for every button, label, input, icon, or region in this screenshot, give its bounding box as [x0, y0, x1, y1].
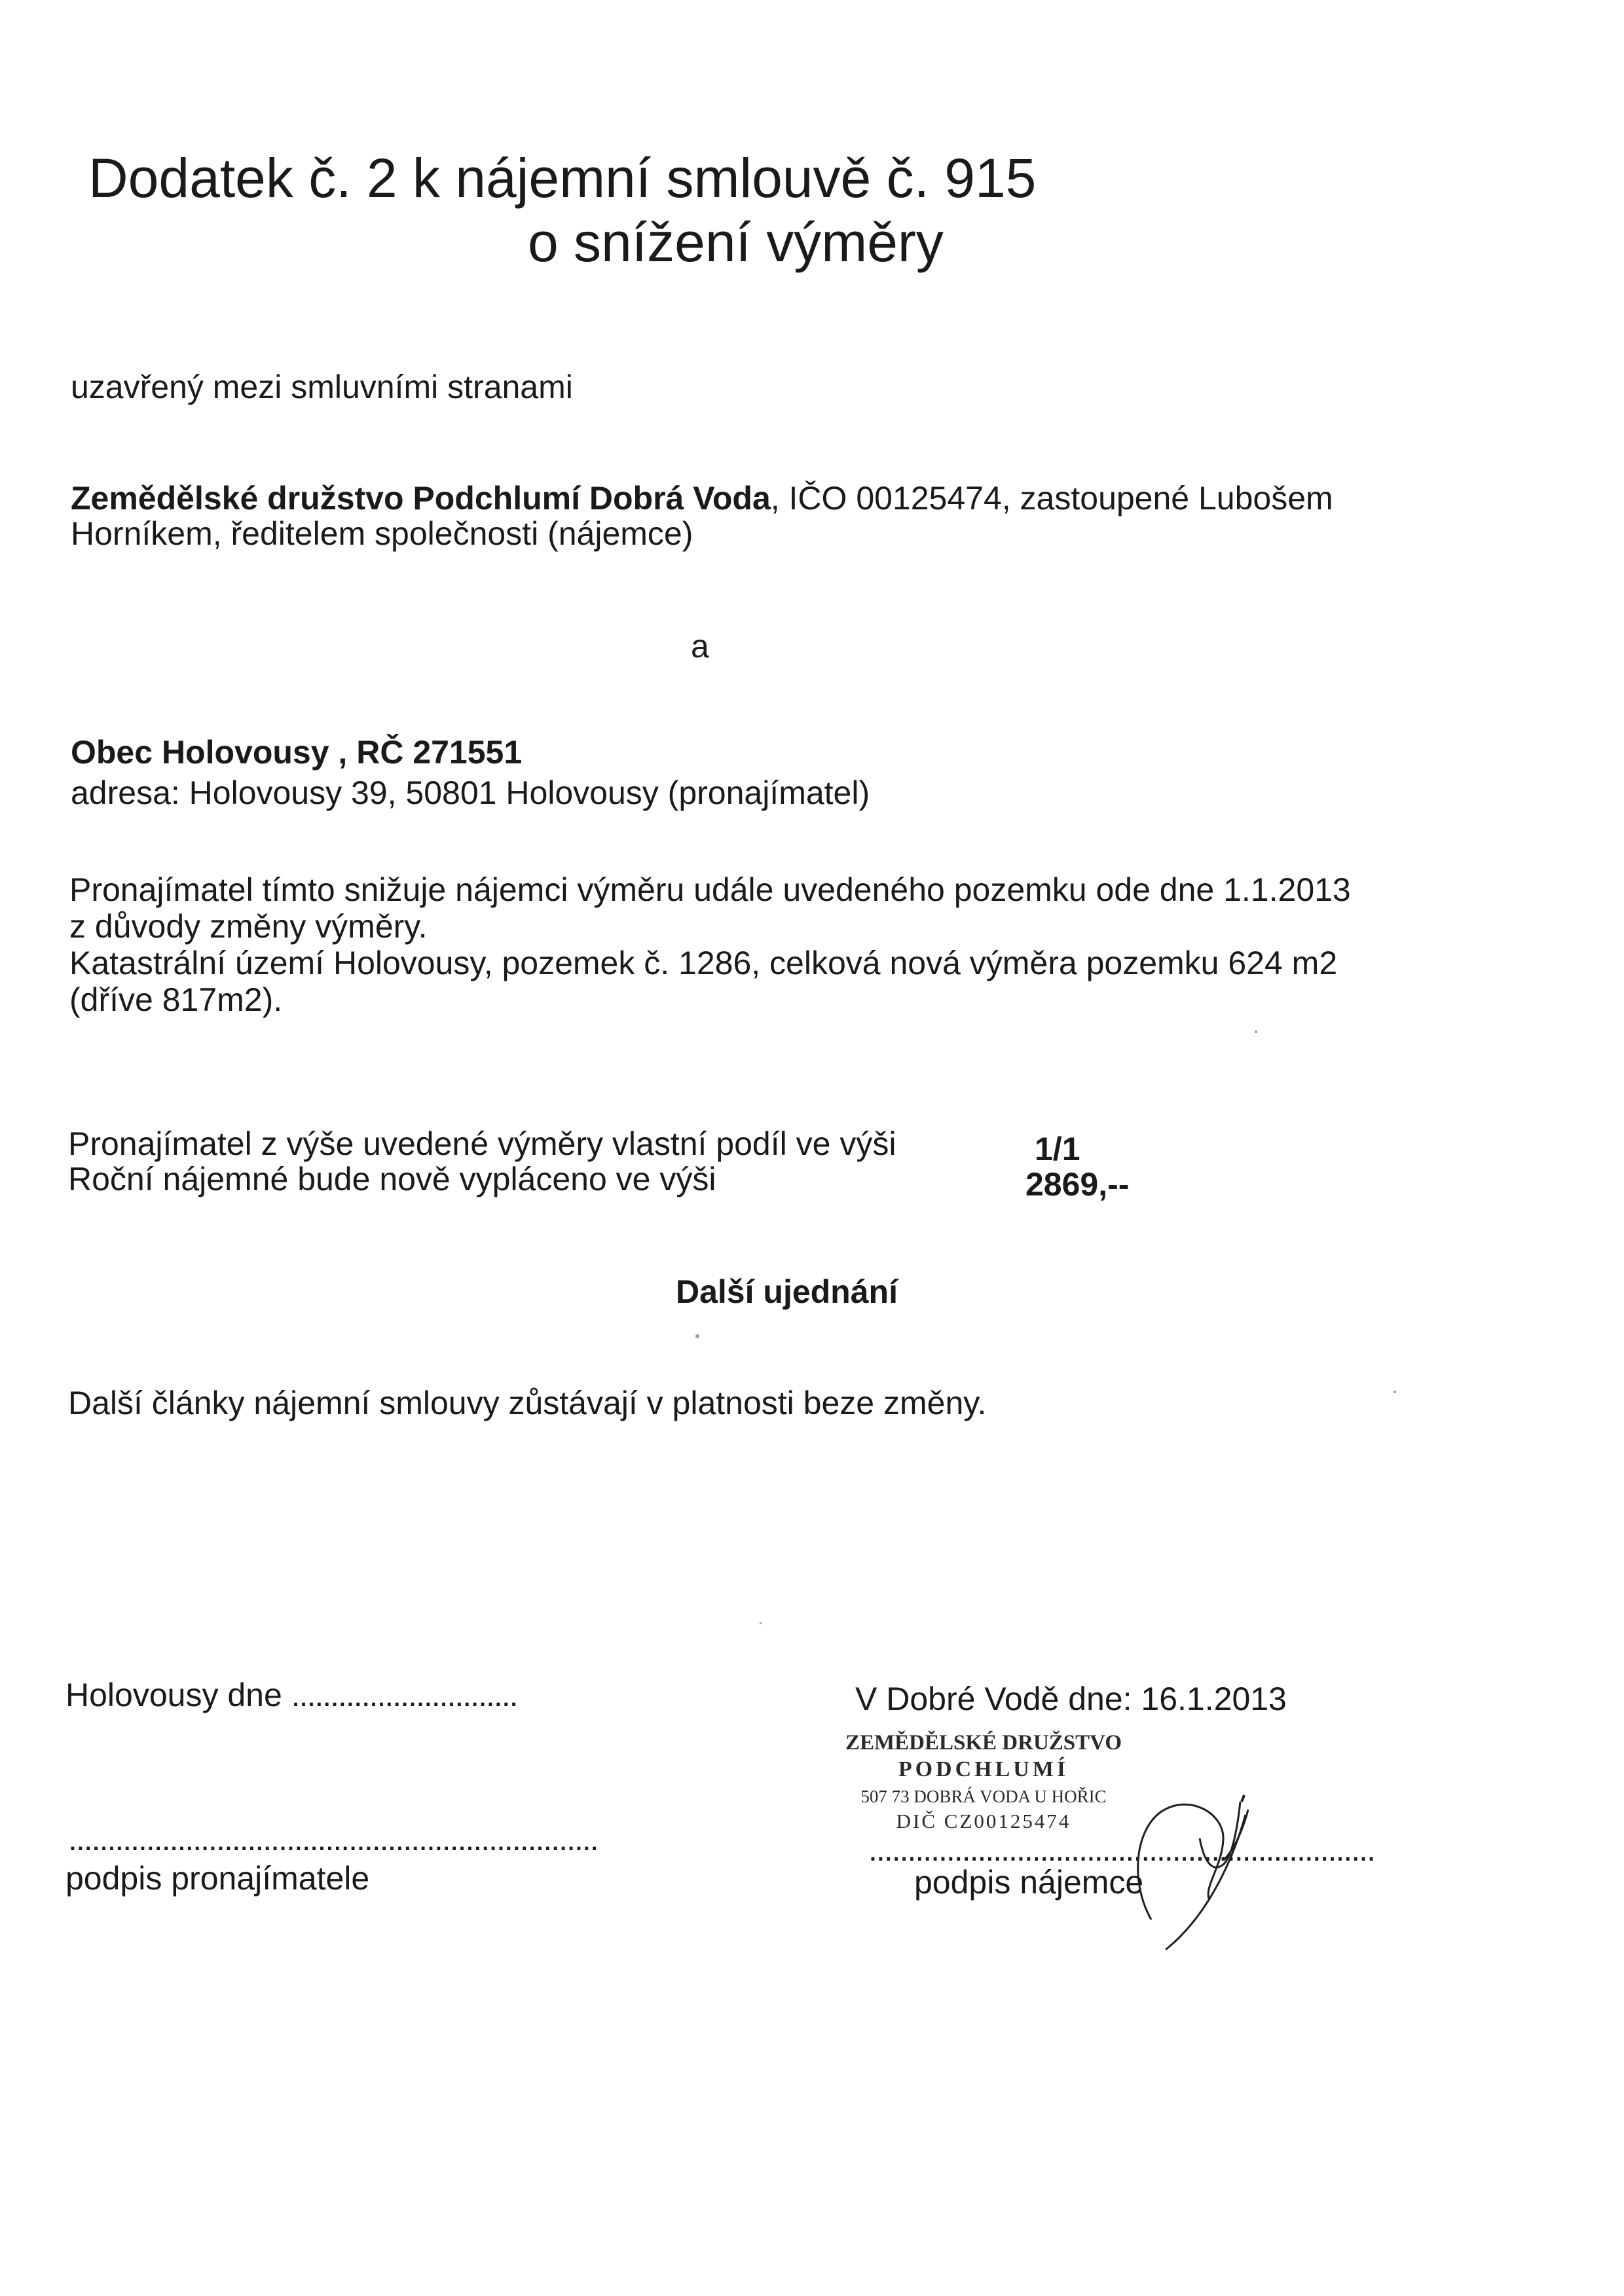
tenant-block	[71, 479, 1333, 517]
stamp-line-3: 507 73 DOBRÁ VODA U HOŘIC	[860, 1787, 1107, 1806]
handwritten-signature	[1126, 1755, 1283, 1951]
body-line-4: (dříve 817m2).	[69, 981, 283, 1018]
title-line-1: Dodatek č. 2 k nájemní smlouvě č. 915	[88, 147, 1037, 209]
right-signature-label: podpis nájemce	[914, 1864, 1144, 1901]
right-place-date: V Dobré Vodě dne: 16.1.2013	[855, 1681, 1287, 1717]
company-stamp	[833, 1730, 1134, 1833]
left-place-date	[65, 1676, 517, 1714]
document-subtitle	[528, 210, 944, 275]
landlord-rc: , RČ 271551	[329, 734, 523, 771]
scan-speck	[1255, 1030, 1257, 1033]
landlord-name: Obec Holovousy	[71, 734, 329, 771]
landlord-address: adresa: Holovousy 39, 50801 Holovousy (pronajímatel)	[71, 774, 870, 811]
stamp-line-1: ZEMĚDĚLSKÉ DRUŽSTVO	[845, 1731, 1122, 1755]
tenant-details-line-2: Horníkem, ředitelem společnosti (nájemce)	[71, 515, 693, 552]
section-heading: Další ujednání	[676, 1273, 898, 1310]
stamp-line-2: PODCHLUMÍ	[898, 1757, 1069, 1781]
rent-label: Roční nájemné bude nově vypláceno ve výši	[68, 1161, 716, 1197]
share-value: 1/1	[1035, 1131, 1080, 1167]
body-line-3: Katastrální území Holovousy, pozemek č. 1286, celková nová výměra pozemku 624 m2	[69, 945, 1338, 981]
tenant-details-line-1: , IČO 00125474, zastoupené Lubošem	[770, 480, 1333, 517]
body-line-1: Pronajímatel tímto snižuje nájemci výměru udále uvedeného pozemku ode dne 1.1.2013	[69, 871, 1351, 908]
left-signature-label: podpis pronajímatele	[65, 1860, 370, 1897]
left-signature-line: ....................................................................	[68, 1821, 598, 1857]
tenant-name: Zemědělské družstvo Podchlumí Dobrá Voda	[71, 480, 771, 517]
scan-speck	[760, 1622, 762, 1624]
intro-text: uzavřený mezi smluvními stranami	[71, 369, 573, 405]
right-signature-line: .................................................................	[868, 1831, 1375, 1868]
title-line-2: o snížení výměry	[528, 211, 944, 273]
left-date-dots: .............................	[291, 1677, 517, 1713]
landlord-block	[71, 733, 522, 771]
and-separator: a	[691, 628, 709, 665]
share-label: Pronajímatel z výše uvedené výměry vlastní podíl ve výši	[68, 1125, 896, 1162]
scan-speck	[1393, 1391, 1396, 1393]
rent-value: 2869,--	[1025, 1166, 1130, 1203]
scan-speck	[695, 1334, 699, 1338]
other-terms-text: Další články nájemní smlouvy zůstávají v platnosti beze změny.	[68, 1385, 987, 1421]
document-title	[88, 145, 1036, 211]
stamp-line-4: DIČ CZ00125474	[896, 1810, 1071, 1832]
body-line-2: z důvody změny výměry.	[69, 908, 428, 945]
left-place: Holovousy dne	[65, 1677, 282, 1713]
